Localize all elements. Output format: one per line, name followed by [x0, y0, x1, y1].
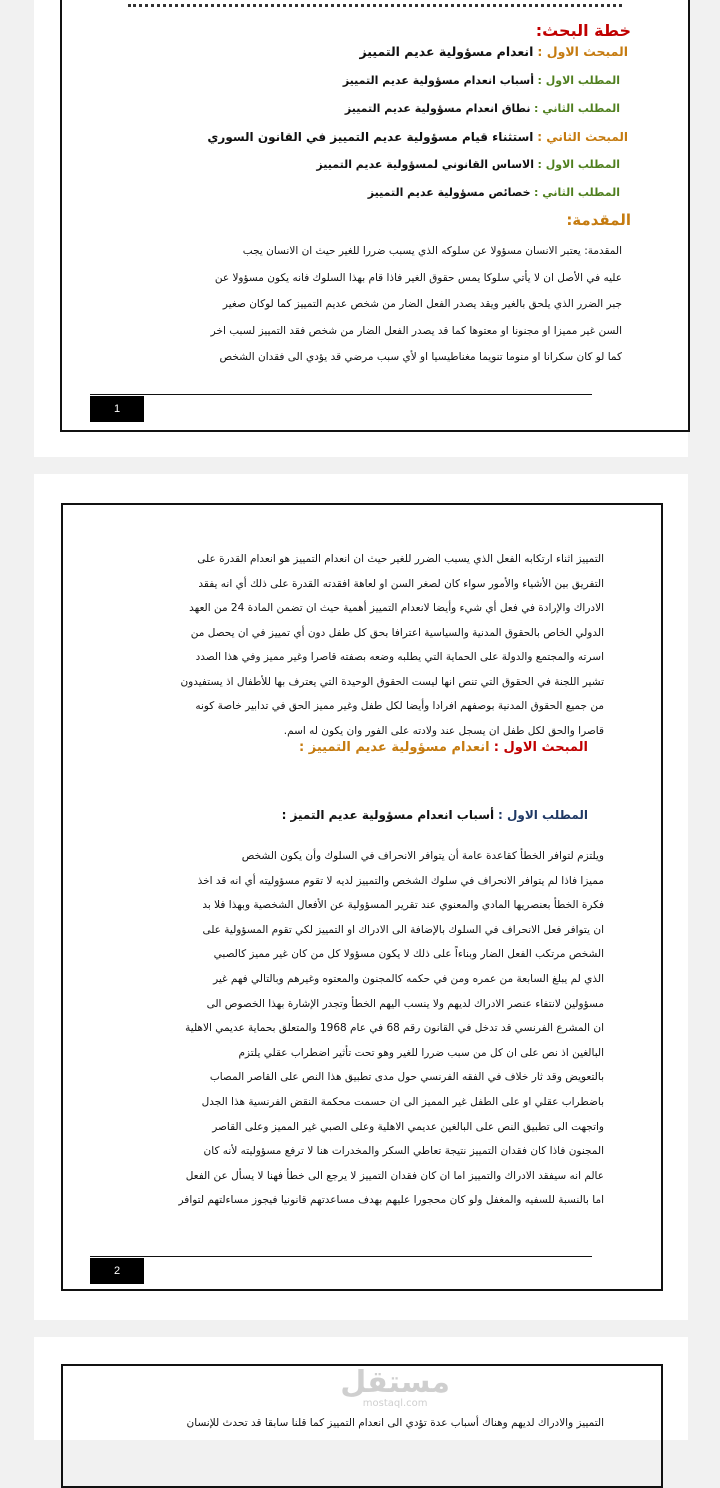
outline-text: الاساس القانوني لمسؤولية عديم التمييز — [316, 158, 534, 171]
text-line: التمييز اثناء ارتكابه الفعل الذي يسبب الضرر للغير حيث ان انعدام التمييز هو انعدام القدرة على — [197, 553, 604, 565]
text-line: اسرته والمجتمع والدولة على الحماية التي يطلبه وضعه بصفته قاصرا وغير مميز وفي هذا الصدد — [195, 651, 604, 663]
text-line: التفريق بين الأشياء والأمور سواء كان لصغر السن او لعاهة افقدته القدرة على ذلك أي انه يفقد — [198, 577, 604, 590]
text-line: الادراك والإرادة في فعل أي شيء وأيضا لانعدام التمييز أهمية حيث ان تضمن المادة 24 من العهد — [189, 602, 604, 614]
outline-text: نطاق انعدام مسؤولية عديم التمييز — [344, 102, 531, 115]
paragraph — [114, 547, 604, 743]
section-title: انعدام مسؤولية عديم التمييز : — [299, 740, 490, 755]
text-line: التمييز والادراك لديهم وهناك أسباب عدة تؤدي الى انعدام التمييز كما قلنا سابقا قد تحدث للإنسان — [186, 1417, 604, 1429]
subsection-label: المطلب الاول : — [497, 808, 588, 822]
introduction-heading: المقدمة: — [566, 211, 631, 229]
text-line: جبر الضرر الذي يلحق بالغير ويقد يصدر الفعل الضار من شخص عديم التمييز كما لوكان صغير — [222, 298, 622, 310]
subsection-title: أسباب انعدام مسؤولية عديم التميز : — [281, 808, 495, 822]
outline-item-section-1 — [359, 44, 628, 59]
outline-label: المطلب الثاني : — [534, 186, 620, 199]
footer-rule — [90, 1256, 592, 1257]
paragraph — [114, 844, 604, 1213]
text-line: ان يتوافر فعل الانحراف في السلوك بالإضافة الى الادراك او التمييز لكي تقوم المسؤولية على — [202, 923, 604, 936]
text-line: المجنون فاذا كان فقدان التمييز نتيجة تعاطي السكر والمخدرات هنا لا ترفع مسؤوليته لأنه كان — [203, 1145, 604, 1158]
section-heading — [299, 740, 588, 755]
text-line: ويلتزم لتوافر الخطأ كقاعدة عامة أن يتوافر الانحراف في السلوك وأن يكون الشخص — [241, 850, 604, 862]
text-line: البالغين اذ نص على ان كل من سبب ضررا للغير وهو تحت تأثير اضطراب عقلي يلتزم — [238, 1046, 604, 1059]
outline-label: المطلب الاول : — [537, 74, 620, 87]
outline-text: استثناء قيام مسؤولية عديم التمييز في القانون السوري — [207, 130, 534, 144]
outline-item-subsection-2 — [345, 102, 620, 115]
text-line: باضطراب عقلي او على الطفل غير المميز الى ان حسمت محكمة النقض الفرنسية هذا الجدل — [201, 1095, 604, 1108]
text-line: السن غير مميزا او مجنونا او معتوها كما قد يصدر الفعل الضار من شخص فقد التمييز لسبب اخر — [210, 324, 622, 337]
research-plan-title: خطة البحث: — [535, 21, 631, 40]
outline-label: المبحث الاول : — [537, 44, 628, 59]
text-line: عليه في الأصل ان لا يأتي سلوكا يمس حقوق الغير فاذا قام بهذا السلوك فانه يكون مسؤولا عن — [214, 271, 622, 284]
outline-text: أسباب انعدام مسؤولية عديم التمييز — [342, 74, 534, 87]
outline-label: المبحث الثاني : — [537, 130, 628, 144]
text-line: كما لو كان سكرانا او منوما تنويما مغناطيسيا او لأي سبب مرضي قد يؤدي الى فقدان الشخص — [219, 351, 622, 363]
outline-label: المطلب الثاني : — [534, 102, 620, 115]
text-line: قاصرا والحق لكل طفل ان يسجل عند ولادته على الفور وان يكون له اسم. — [283, 724, 604, 737]
text-line: عالم انه سيفقد الادراك والتمييز اما ان كان فقدان التمييز لا يرجع الى خطأ فهنا لا يسأل عن الفعل — [185, 1169, 604, 1182]
text-line: الشخص مرتكب الفعل الضار وبناءاً على ذلك لا يكون مسؤولا كل من كان غير مميز كالصبي — [213, 948, 604, 961]
outline-text: خصائص مسؤولية عديم التمييز — [367, 186, 531, 199]
outline-item-subsection-1 — [343, 74, 620, 87]
text-line: اما بالنسبة للسفيه والمغفل ولو كان محجورا عليهم بهدف مساعدتهم قانونيا فيجوز مساءلتهم لتوافر — [178, 1194, 604, 1207]
paragraph — [104, 1413, 604, 1433]
text-line: واتجهت الى تطبيق النص على البالغين عديمي الاهلية وعلى الصبي غير المميز وعلى القاصر — [212, 1120, 604, 1133]
outline-text: انعدام مسؤولية عديم التمييز — [359, 44, 534, 59]
document-page-2 — [34, 474, 688, 1320]
text-line: المقدمة: يعتبر الانسان مسؤولا عن سلوكه الذي يسبب ضررا للغير حيث ان الانسان يجب — [242, 245, 622, 257]
outline-item-section-2 — [207, 130, 628, 144]
outline-item-subsection-4 — [368, 186, 620, 199]
outline-item-subsection-3 — [316, 158, 620, 171]
text-line: ان المشرع الفرنسي قد تدخل في القانون رقم 68 في عام 1968 والمتعلق بحماية عديمي الاهلية — [185, 1022, 604, 1035]
text-line: مسؤولين لانتفاء عنصر الادراك لديهم ولا ينسب اليهم الخطأ وتجدر الإشارة بهذا الخصوص الى — [206, 997, 604, 1010]
top-dotted-rule — [128, 4, 622, 7]
text-line: بالتعويض وقد ثار خلاف في الفقه الفرنسي حول مدى تطبيق هذا النص على القاصر المصاب — [209, 1071, 604, 1084]
introduction-paragraph — [112, 238, 622, 371]
watermark-arabic: مستقل — [340, 1365, 450, 1400]
page-number-1: 1 — [90, 396, 144, 422]
page-number-2: 2 — [90, 1258, 144, 1284]
watermark-latin: mostaql.com — [362, 1398, 428, 1409]
text-line: تشير اللجنة في الحقوق التي تنص انها ليست الحقوق الوحيدة التي يعترف بها للأطفال اذ يستفيدون — [180, 675, 604, 688]
section-label: المبحث الاول : — [493, 740, 588, 755]
footer-rule — [90, 394, 592, 395]
text-line: مميزا فاذا لم يتوافر الانحراف في سلوك الشخص والتمييز لديه لا تقوم مسؤوليته أي انه قد اخذ — [197, 874, 604, 887]
text-line: الذي لم يبلغ السابعة من عمره ومن في حكمه كالمجنون والمعتوه وغيرهم وبالتالي فهم غير — [213, 972, 604, 985]
outline-label: المطلب الاول : — [537, 158, 620, 171]
text-line: فكرة الخطأ بعنصريها المادي والمعنوي عند تقرير المسؤولية عن الأفعال الشخصية وبهذا فلا بد — [202, 899, 604, 912]
mostaql-watermark-logo — [340, 1365, 450, 1410]
subsection-heading — [282, 808, 588, 822]
text-line: الدولي الخاص بالحقوق المدنية والسياسية اعترافا بحق كل طفل دون أي تمييز في ان يحصل من — [190, 626, 604, 639]
text-line: من جميع الحقوق المدنية بوصفهم افرادا وأيضا لكل طفل وغير مميز الحق في تدابير خاصة كونه — [195, 700, 604, 712]
document-page-1 — [34, 0, 688, 457]
